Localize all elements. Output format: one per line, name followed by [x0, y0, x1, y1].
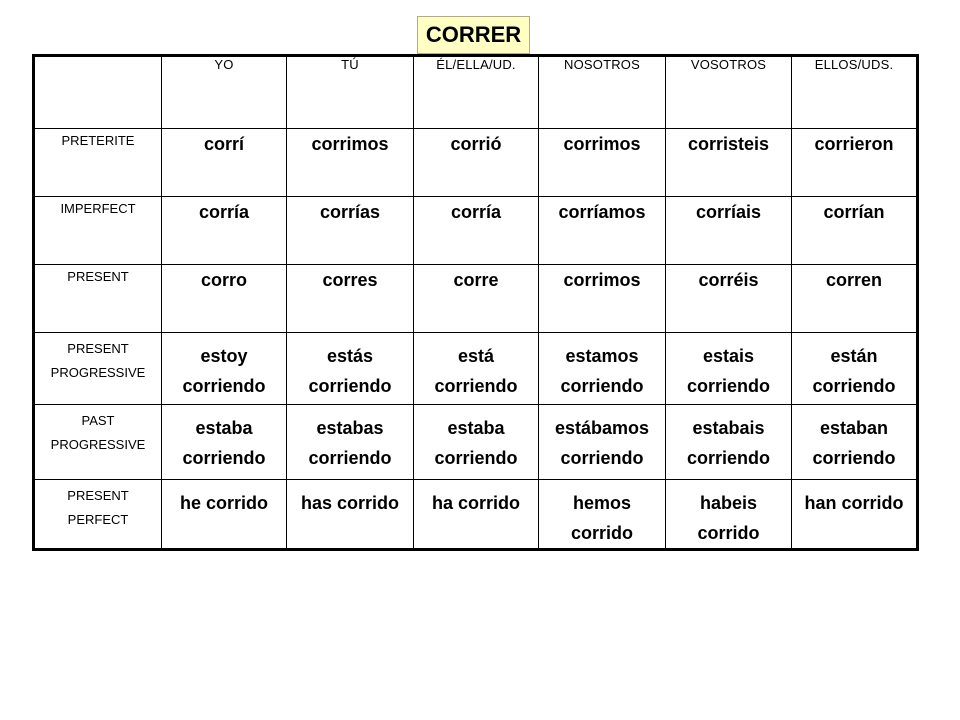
form-cell: estaban corriendo	[792, 405, 918, 480]
form-cell: corristeis	[666, 129, 792, 197]
row-present-progressive	[34, 333, 918, 405]
pronoun-el-ella-ud: ÉL/ELLA/UD.	[414, 56, 539, 129]
verb-title: CORRER	[417, 16, 530, 54]
row-imperfect	[34, 197, 918, 265]
form-cell: corrí	[162, 129, 287, 197]
pronoun-ellos-uds: ELLOS/UDS.	[792, 56, 918, 129]
row-preterite	[34, 129, 918, 197]
corner-cell	[34, 56, 162, 129]
row-past-progressive	[34, 405, 918, 480]
form-cell: corrías	[287, 197, 414, 265]
form-cell: corrió	[414, 129, 539, 197]
pronoun-tu: TÚ	[287, 56, 414, 129]
row-present-perfect	[34, 480, 918, 550]
tense-label: PRESENT PERFECT	[34, 480, 162, 550]
form-cell: habeis corrido	[666, 480, 792, 550]
form-cell: corren	[792, 265, 918, 333]
form-cell: hemos corrido	[539, 480, 666, 550]
form-cell: ha corrido	[414, 480, 539, 550]
pronoun-yo: YO	[162, 56, 287, 129]
form-cell: he corrido	[162, 480, 287, 550]
form-cell: estoy corriendo	[162, 333, 287, 405]
tense-label: PRESENT PROGRESSIVE	[34, 333, 162, 405]
form-cell: estás corriendo	[287, 333, 414, 405]
form-cell: corrimos	[539, 129, 666, 197]
form-cell: corría	[162, 197, 287, 265]
conjugation-table	[32, 54, 919, 551]
form-cell: estaba corriendo	[414, 405, 539, 480]
form-cell: corría	[414, 197, 539, 265]
form-cell: corréis	[666, 265, 792, 333]
form-cell: corrían	[792, 197, 918, 265]
form-cell: estamos corriendo	[539, 333, 666, 405]
form-cell: estabas corriendo	[287, 405, 414, 480]
pronoun-nosotros: NOSOTROS	[539, 56, 666, 129]
form-cell: estábamos corriendo	[539, 405, 666, 480]
form-cell: estaba corriendo	[162, 405, 287, 480]
form-cell: corríais	[666, 197, 792, 265]
form-cell: corrimos	[287, 129, 414, 197]
pronoun-vosotros: VOSOTROS	[666, 56, 792, 129]
form-cell: corrimos	[539, 265, 666, 333]
tense-label: PRETERITE	[34, 129, 162, 197]
form-cell: has corrido	[287, 480, 414, 550]
form-cell: corrieron	[792, 129, 918, 197]
form-cell: estabais corriendo	[666, 405, 792, 480]
form-cell: estais corriendo	[666, 333, 792, 405]
form-cell: está corriendo	[414, 333, 539, 405]
form-cell: corre	[414, 265, 539, 333]
form-cell: están corriendo	[792, 333, 918, 405]
tense-label: PAST PROGRESSIVE	[34, 405, 162, 480]
row-present	[34, 265, 918, 333]
pronoun-header-row	[34, 56, 918, 129]
form-cell: corro	[162, 265, 287, 333]
tense-label: IMPERFECT	[34, 197, 162, 265]
form-cell: corríamos	[539, 197, 666, 265]
form-cell: han corrido	[792, 480, 918, 550]
tense-label: PRESENT	[34, 265, 162, 333]
form-cell: corres	[287, 265, 414, 333]
